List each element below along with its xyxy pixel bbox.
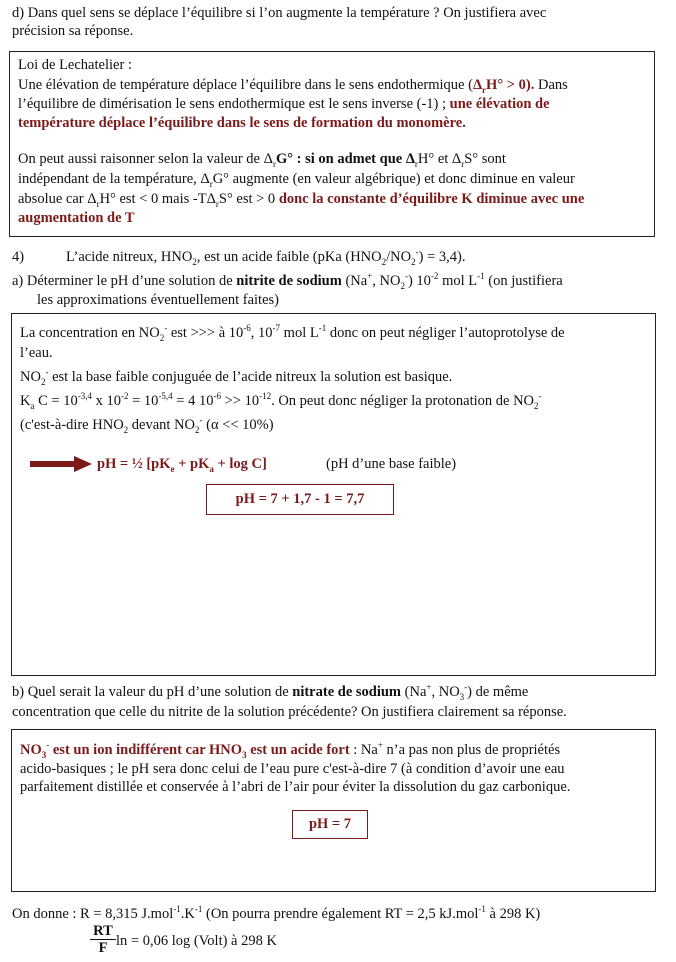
question-b-line2: concentration que celle du nitrite de la solution précédente? On justifiera clairement sa réponse. xyxy=(12,704,567,720)
box2-line2: l’eau. xyxy=(20,345,53,361)
box2-line1: La concentration en $NO_2^-$ est >>> à $10^{-6}$, $10^{-7}$ mol $L^{-1}$ donc on peut négliger l’autoprotolyse de xyxy=(20,323,565,343)
right-arrow-icon xyxy=(30,456,92,472)
box1-p1-line1: Une élévation de température déplace l’équilibre dans le sens endothermique $(\Delta_rH^\circ > 0)$. Dans xyxy=(18,77,568,95)
ph-formula: pH = ½ $[pK_e + pK_a + \log C]$ xyxy=(97,456,267,474)
footer-constants-line1: On donne : R = 8,315 $J.mol^{-1}.K^{-1}$ (On pourra prendre également RT = 2,5 kJ.mol$^{-1}$ à 298 K) xyxy=(12,904,541,922)
fraction-denominator: F xyxy=(98,940,108,956)
question-4a-line2: les approximations éventuellement faites) xyxy=(37,292,279,308)
box1-title: Loi de Lechatelier : xyxy=(18,57,132,73)
question-4-number: 4) xyxy=(12,249,25,265)
question-4-text: L’acide nitreux, $HNO_2$, est un acide faible (pKa $(HNO_2/NO_2^-) = 3,4$). xyxy=(66,247,466,267)
box1-p2-line3: absolue car $\Delta_rH^\circ$ est < 0 mais $-T\Delta_rS^\circ$ est > 0 donc la constante d’équilibre K diminue avec une xyxy=(18,191,585,209)
result-box-ph-7: pH = 7 xyxy=(292,810,368,839)
box1-p2-line4: augmentation de T xyxy=(18,210,135,226)
box2-line3: $NO_2^-$ est la base faible conjuguée de l’acide nitreux la solution est basique. xyxy=(20,367,453,387)
box3-line1: $NO_3^-$ est un ion indifférent car $HNO_3$ est un acide fort : Na+ n’a pas non plus de propriétés xyxy=(20,740,561,760)
box2-line5: (c'est-à-dire $HNO_2$ devant $NO_2^-$ (α << 10%) xyxy=(20,415,274,435)
box3-line3: parfaitement distillée et conservée à l’abri de l’air pour éviter la dissolution du gaz carbonique. xyxy=(20,779,571,795)
box2-line4: $K_a$ $C = 10^{-3,4}$ x $10^{-2} = 10^{-5,4} = 4$ $10^{-6} >> 10^{-12}$. On peut donc négliger la protonation de $NO_2^-$ xyxy=(20,391,542,411)
question-d-line1: d) Dans quel sens se déplace l’équilibre si l’on augmente la température ? On justifiera avec xyxy=(12,5,547,21)
footer-constants-line2: ln = 0,06 log (Volt) à 298 K xyxy=(116,933,277,949)
ph-formula-note: (pH d’une base faible) xyxy=(326,456,457,472)
box1-p2-line1: On peut aussi raisonner selon la valeur de $\Delta_rG^\circ$ : si on admet que $\Delta_rH^\circ$ et $\Delta_rS^\circ$ sont xyxy=(18,151,506,169)
box3-line2: acido-basiques ; le pH sera donc celui de l’eau pure c'est-à-dire 7 (à condition d’avoir une eau xyxy=(20,761,565,777)
question-b-line1: b) Quel serait la valeur du pH d’une solution de nitrate de sodium (Na+, $NO_3^-$) de même xyxy=(12,682,529,702)
box1-p1-line3: température déplace l’équilibre dans le sens de formation du monomère. xyxy=(18,115,466,131)
fraction-rt-over-f xyxy=(90,923,116,956)
fraction-numerator: RT xyxy=(90,923,116,940)
question-4a-line1: a) Déterminer le pH d’une solution de nitrite de sodium (Na+, $NO_2^-$) $10^{-2}$ mol $L^{-1}$ (on justifiera xyxy=(12,271,563,291)
box1-p2-line2: indépendant de la température, $\Delta_rG^\circ$ augmente (en valeur algébrique) et donc diminue en valeur xyxy=(18,171,575,189)
result-box-ph-7-7: pH = 7 + 1,7 - 1 = 7,7 xyxy=(206,484,394,515)
box1-p1-line2: l’équilibre de dimérisation le sens endothermique est le sens inverse (-1) ; une élévation de xyxy=(18,96,550,112)
question-d-line2: précision sa réponse. xyxy=(12,23,134,39)
